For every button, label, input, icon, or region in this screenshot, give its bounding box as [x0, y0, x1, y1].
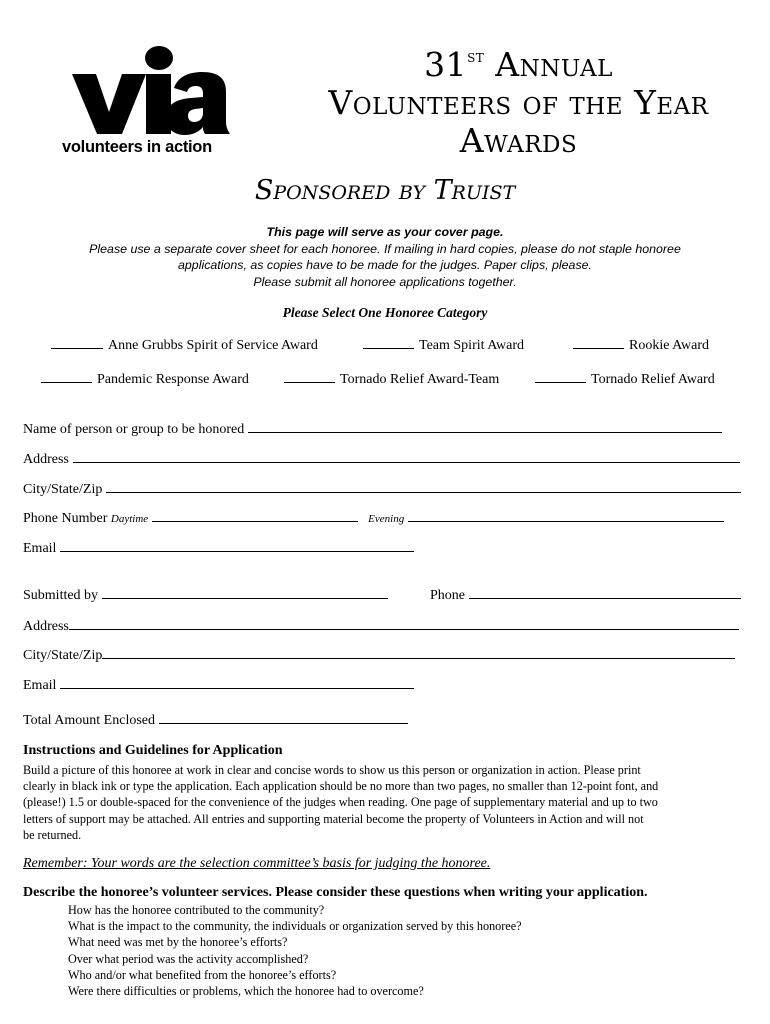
via-wordmark-graphic: [62, 44, 252, 136]
honoree-email-line[interactable]: [60, 539, 414, 552]
question-item: Were there difficulties or problems, which the honoree had to overcome?: [68, 984, 424, 999]
honoree-address-field[interactable]: [23, 450, 740, 468]
category-blank[interactable]: [363, 337, 414, 349]
category-blank[interactable]: [51, 337, 103, 349]
field-label: Email: [23, 678, 57, 693]
category-label: Pandemic Response Award: [97, 372, 249, 387]
question-item: What need was met by the honoree’s efforts?: [68, 935, 288, 950]
question-item: What is the impact to the community, the individuals or organization served by this honoree?: [68, 919, 522, 934]
instructions-line: letters of support may be attached. All entries and supporting material become the property of Volunteers in Action and will not: [23, 811, 644, 826]
question-list: [68, 902, 522, 999]
title-ordinal: st: [467, 47, 485, 67]
category-option[interactable]: [535, 371, 715, 388]
field-label: Email: [23, 541, 57, 556]
category-blank[interactable]: [535, 371, 586, 383]
sponsor-heading: Sponsored by Truist: [254, 175, 516, 206]
honoree-email-field[interactable]: [23, 539, 414, 557]
field-label: Submitted by: [23, 588, 99, 603]
total-amount-line[interactable]: [159, 711, 408, 724]
submitter-phone-field[interactable]: [430, 586, 741, 604]
category-blank[interactable]: [573, 337, 624, 349]
instructions-line: Build a picture of this honoree at work in clear and concise words to show us this person or organization in action. Please print: [23, 763, 641, 777]
category-option[interactable]: [363, 337, 524, 354]
category-label: Anne Grubbs Spirit of Service Award: [108, 338, 318, 353]
submitter-address-line[interactable]: [69, 617, 739, 630]
instructions-line: (please!) 1.5 or double-spaced for the convenience of the judges when reading. One page of supplementary material and up to two: [23, 795, 658, 810]
describe-heading: Describe the honoree’s volunteer services. Please consider these questions when writing your application.: [23, 885, 648, 900]
cover-notes: [20, 224, 750, 290]
field-label: Total Amount Enclosed: [23, 713, 156, 728]
category-label: Team Spirit Award: [419, 338, 525, 353]
category-option[interactable]: [573, 337, 709, 354]
honoree-name-field[interactable]: [23, 420, 722, 438]
cover-note-2: Please use a separate cover sheet for each honoree. If mailing in hard copies, please do not staple honoree: [89, 241, 681, 256]
page-title: [296, 38, 741, 160]
daytime-phone-line[interactable]: [152, 509, 358, 522]
category-blank[interactable]: [284, 371, 335, 383]
field-label: City/State/Zip: [23, 648, 103, 663]
instructions-heading: Instructions and Guidelines for Application: [23, 743, 283, 758]
category-label: Rookie Award: [629, 338, 709, 353]
logo-tagline: volunteers in action: [62, 138, 212, 156]
category-label: Tornado Relief Award: [591, 372, 715, 387]
submitted-by-field[interactable]: [23, 586, 388, 604]
submitter-email-field[interactable]: [23, 676, 414, 694]
category-blank[interactable]: [41, 371, 92, 383]
instructions-line: clearly in black ink or type the application. Each application should be no more than two pages, no smaller than 12-point font, and: [23, 779, 659, 794]
instructions-line: be returned.: [23, 827, 82, 842]
honoree-city-line[interactable]: [106, 480, 741, 493]
title-annual: Annual: [484, 45, 613, 84]
field-label: Address: [23, 619, 69, 634]
submitter-email-line[interactable]: [60, 676, 414, 689]
total-amount-field[interactable]: [23, 711, 408, 729]
honoree-address-line[interactable]: [73, 450, 740, 463]
field-label: Address: [23, 452, 69, 467]
question-item: Who and/or what benefited from the honoree’s efforts?: [68, 967, 337, 982]
cover-note-4: Please submit all honoree applications together.: [253, 274, 517, 289]
honoree-city-field[interactable]: [23, 480, 741, 498]
field-label: Phone: [430, 588, 465, 603]
category-option[interactable]: [284, 371, 499, 388]
field-label: Name of person or group to be honored: [23, 422, 245, 437]
cover-note-1: This page will serve as your cover page.: [266, 225, 504, 239]
category-option[interactable]: [51, 337, 318, 354]
title-line-1: [296, 38, 741, 84]
category-label: Tornado Relief Award-Team: [340, 372, 500, 387]
submitter-city-field[interactable]: [23, 646, 735, 664]
submitter-phone-line[interactable]: [469, 586, 741, 599]
honoree-name-line[interactable]: [248, 420, 722, 433]
submitted-by-line[interactable]: [102, 586, 388, 599]
title-line-3: Awards: [459, 121, 578, 160]
remember-note: Remember: Your words are the selection committee’s basis for judging the honoree.: [23, 856, 491, 871]
honoree-phone-field[interactable]: [23, 509, 724, 527]
instructions-body: [23, 762, 749, 843]
title-line-2: Volunteers of the Year: [328, 83, 709, 122]
cover-note-3: applications, as copies have to be made for the judges. Paper clips, please.: [178, 258, 592, 272]
title-number: 31: [424, 45, 468, 84]
category-option[interactable]: [41, 371, 249, 388]
category-heading: Please Select One Honoree Category: [282, 305, 488, 320]
field-label: City/State/Zip: [23, 482, 103, 497]
field-label: Phone Number: [23, 511, 108, 526]
question-item: How has the honoree contributed to the community?: [68, 903, 325, 917]
evening-phone-line[interactable]: [408, 509, 724, 522]
via-logo: [62, 44, 252, 162]
daytime-label: Daytime: [110, 513, 149, 525]
question-item: Over what period was the activity accomplished?: [68, 951, 309, 966]
submitter-city-line[interactable]: [102, 646, 735, 659]
evening-label: Evening: [368, 513, 405, 525]
submitter-address-field[interactable]: [23, 617, 739, 635]
